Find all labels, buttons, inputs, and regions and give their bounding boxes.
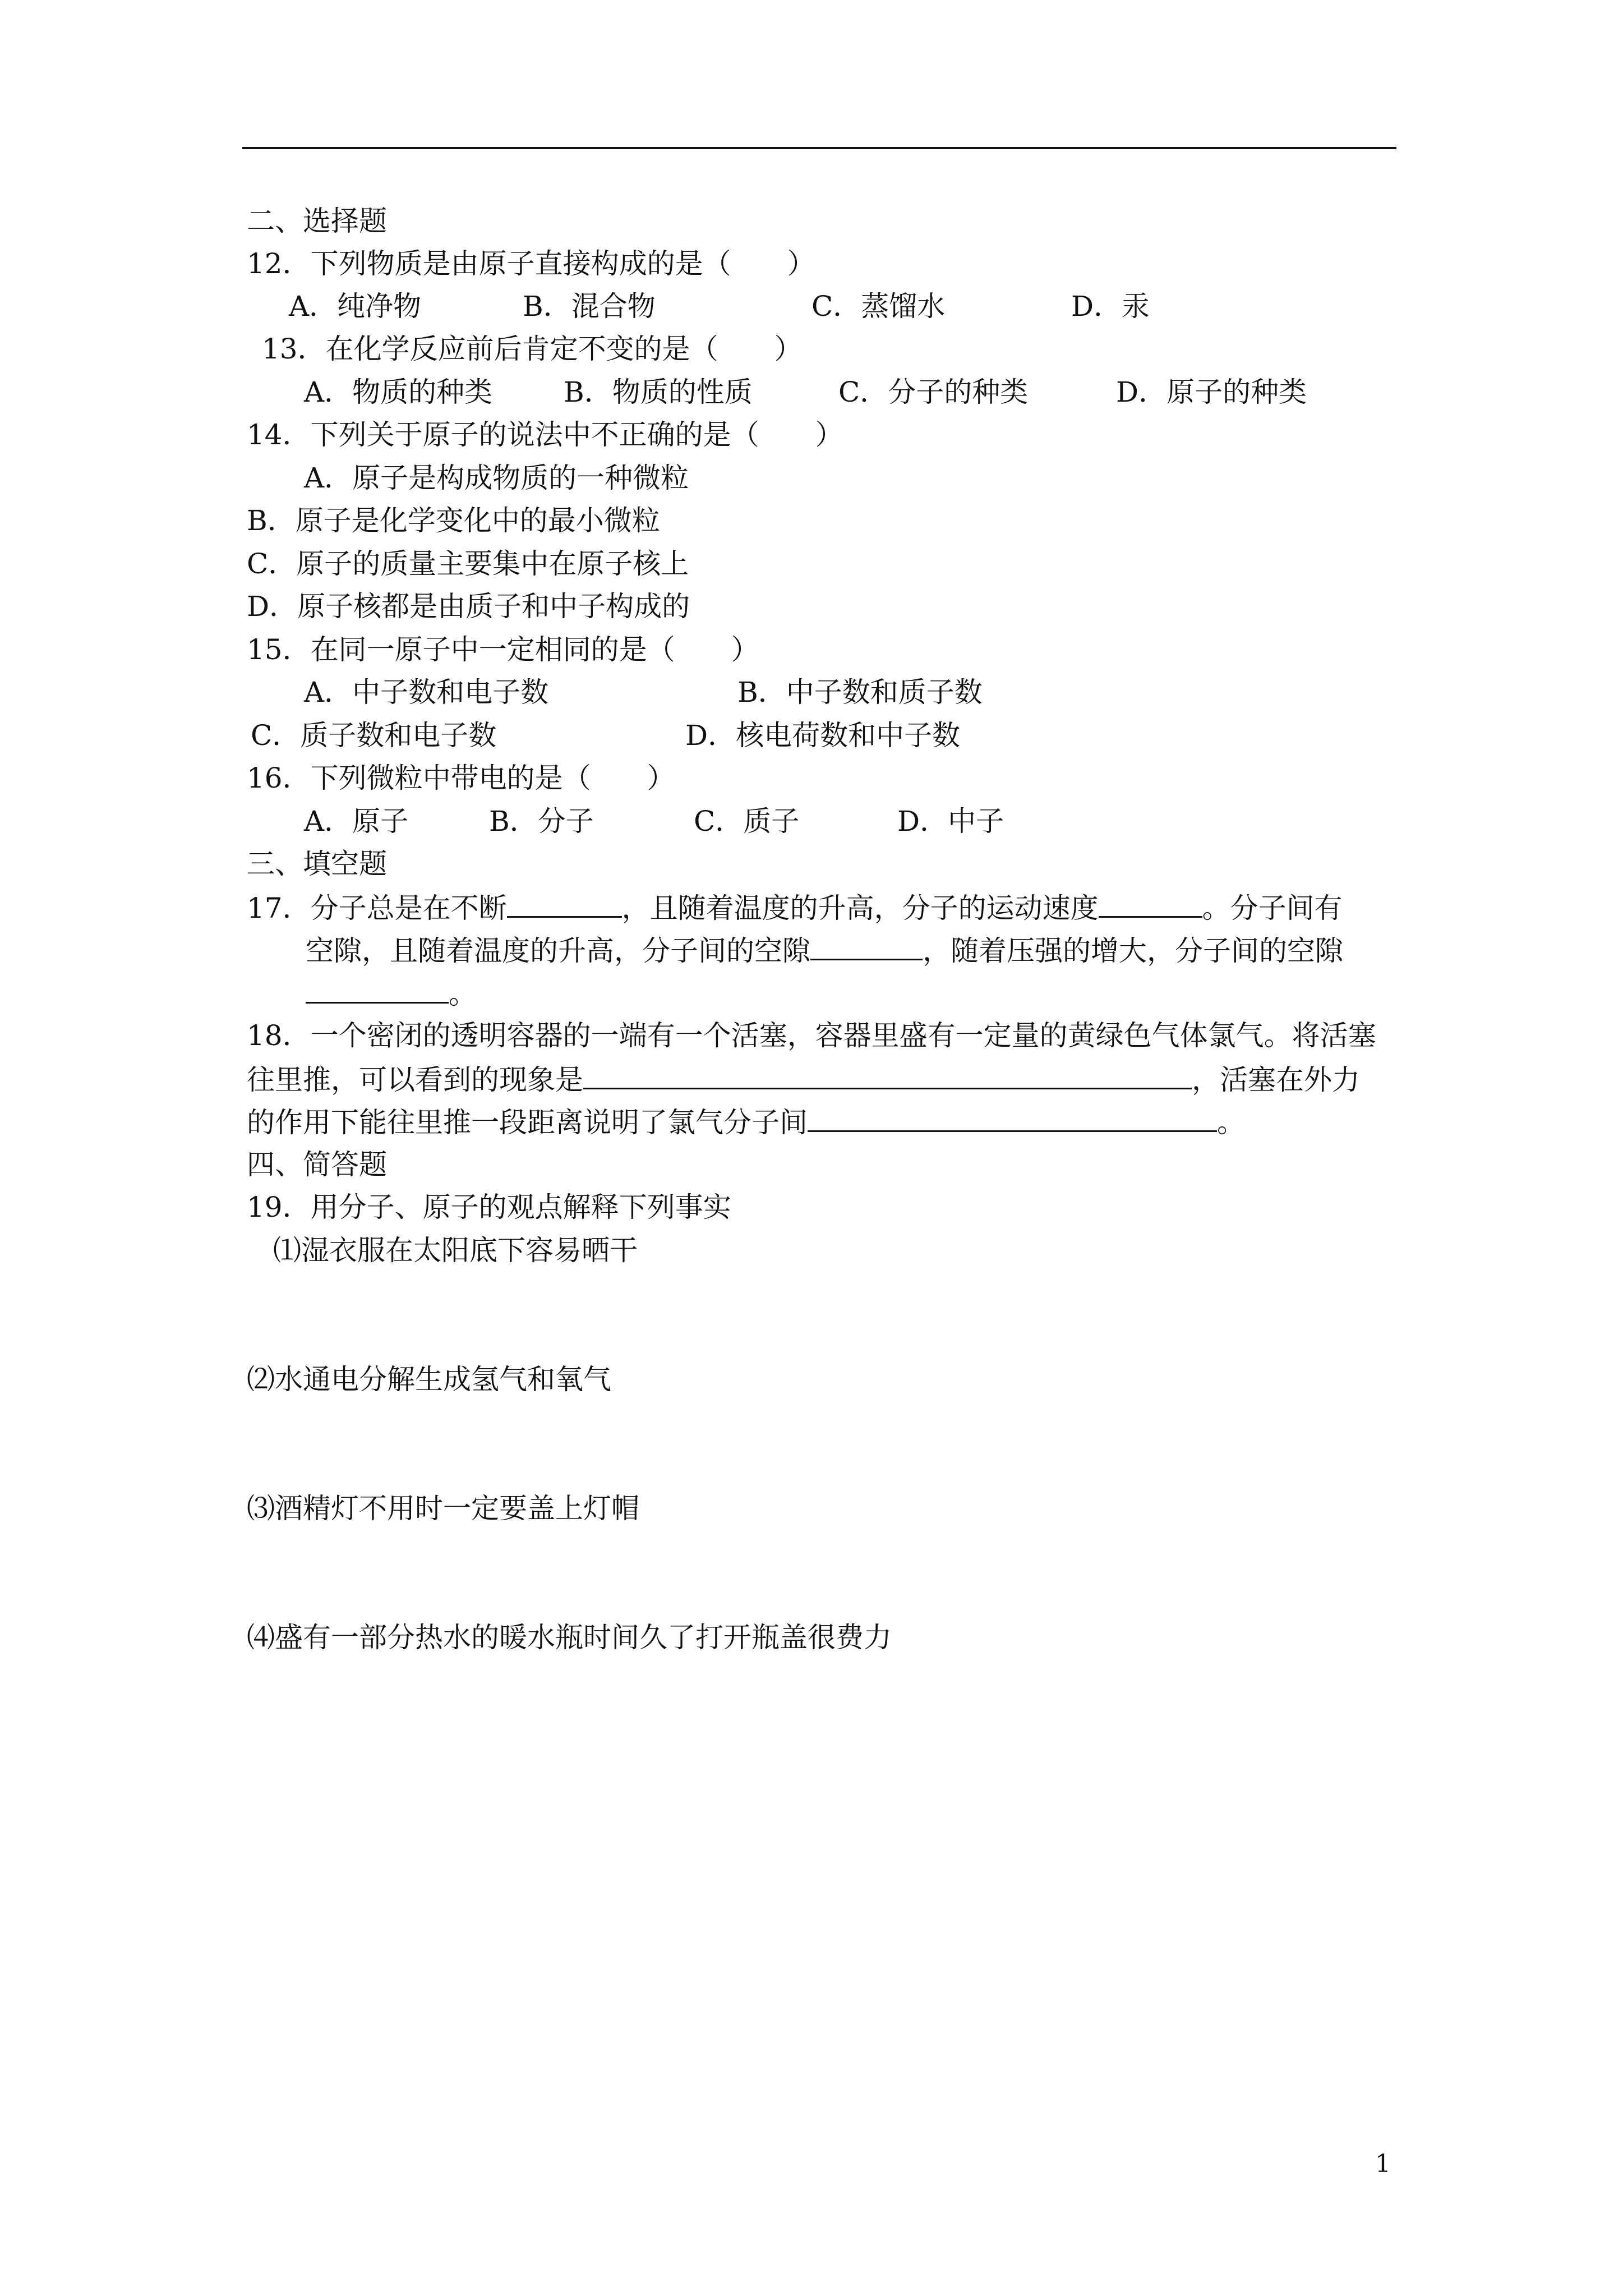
q15-option-a: A．中子数和电子数 <box>304 676 549 708</box>
q14-option-c: C．原子的质量主要集中在原子核上 <box>247 547 689 580</box>
question-14-stem: 14．下列关于原子的说法中不正确的是（ ） <box>247 418 843 451</box>
q18-blank-2 <box>808 1103 1217 1132</box>
q18-text-2: 往里推，可以看到的现象是 <box>247 1064 583 1096</box>
q16-option-a: A．原子 <box>304 805 409 838</box>
question-18-line-3 <box>247 1103 1245 1140</box>
section-heading-fill: 三、填空题 <box>247 848 387 880</box>
section-heading-choice: 二、选择题 <box>247 205 387 237</box>
q19-sub-2: ⑵水通电分解生成氢气和氧气 <box>247 1363 611 1396</box>
q18-text-3: ，活塞在外力 <box>1192 1064 1360 1096</box>
section-heading-short-answer: 四、简答题 <box>247 1148 387 1181</box>
question-18-line-1: 18．一个密闭的透明容器的一端有一个活塞，容器里盛有一定量的黄绿色气体氯气。将活塞 <box>247 1019 1376 1052</box>
q13-option-c: C．分子的种类 <box>838 376 1029 408</box>
q14-option-a: A．原子是构成物质的一种微粒 <box>304 462 689 494</box>
q12-option-b: B．混合物 <box>523 290 656 323</box>
q12-option-d: D．汞 <box>1071 290 1150 323</box>
q15-option-b: B．中子数和质子数 <box>737 676 983 708</box>
q17-blank-1 <box>507 889 622 918</box>
question-19-stem: 19．用分子、原子的观点解释下列事实 <box>247 1191 731 1223</box>
q19-sub-1: ⑴湿衣服在太阳底下容易晒干 <box>273 1234 638 1267</box>
q17-blank-4 <box>306 975 449 1004</box>
header-rule <box>242 147 1396 149</box>
q17-text-5: ，随着压强的增大，分子间的空隙 <box>923 935 1343 967</box>
q17-blank-2 <box>1099 889 1202 918</box>
q16-option-c: C．质子 <box>694 805 800 838</box>
q17-text-4: 空隙，且随着温度的升高，分子间的空隙 <box>306 935 810 967</box>
q18-blank-1 <box>583 1061 1192 1089</box>
q15-option-c: C．质子数和电子数 <box>251 719 497 752</box>
question-13-stem: 13．在化学反应前后肯定不变的是（ ） <box>262 333 803 365</box>
q16-option-d: D．中子 <box>897 805 1004 838</box>
q14-option-b: B．原子是化学变化中的最小微粒 <box>247 504 660 537</box>
q13-option-d: D．原子的种类 <box>1116 376 1307 408</box>
q18-text-5: 。 <box>1217 1106 1245 1139</box>
page-number: 1 <box>1375 2150 1391 2178</box>
q16-option-b: B．分子 <box>489 805 594 838</box>
question-16-stem: 16．下列微粒中带电的是（ ） <box>247 762 675 794</box>
q13-option-b: B．物质的性质 <box>564 376 753 408</box>
q12-option-a: A．纯净物 <box>289 290 422 323</box>
question-18-line-2 <box>247 1061 1360 1098</box>
q19-sub-3: ⑶酒精灯不用时一定要盖上灯帽 <box>247 1492 639 1525</box>
q12-option-c: C．蒸馏水 <box>811 290 946 323</box>
question-17-line-2 <box>306 932 1343 969</box>
q17-text-3: 。分子间有 <box>1202 892 1343 924</box>
q17-text-1: 17．分子总是在不断 <box>247 892 507 924</box>
q18-text-4: 的作用下能往里推一段距离说明了氯气分子间 <box>247 1106 808 1139</box>
q14-option-d: D．原子核都是由质子和中子构成的 <box>247 590 690 623</box>
question-15-stem: 15．在同一原子中一定相同的是（ ） <box>247 633 759 666</box>
q17-blank-3 <box>810 932 923 960</box>
question-17-line-3 <box>306 975 477 1012</box>
question-17-line-1 <box>247 889 1343 926</box>
q13-option-a: A．物质的种类 <box>304 376 493 408</box>
q19-sub-4: ⑷盛有一部分热水的暖水瓶时间久了打开瓶盖很费力 <box>247 1621 892 1654</box>
q15-option-d: D．核电荷数和中子数 <box>685 719 961 752</box>
q17-text-2: ，且随着温度的升高，分子的运动速度 <box>621 892 1099 924</box>
question-12-stem: 12．下列物质是由原子直接构成的是（ ） <box>247 247 815 280</box>
q17-text-6: 。 <box>449 978 477 1010</box>
